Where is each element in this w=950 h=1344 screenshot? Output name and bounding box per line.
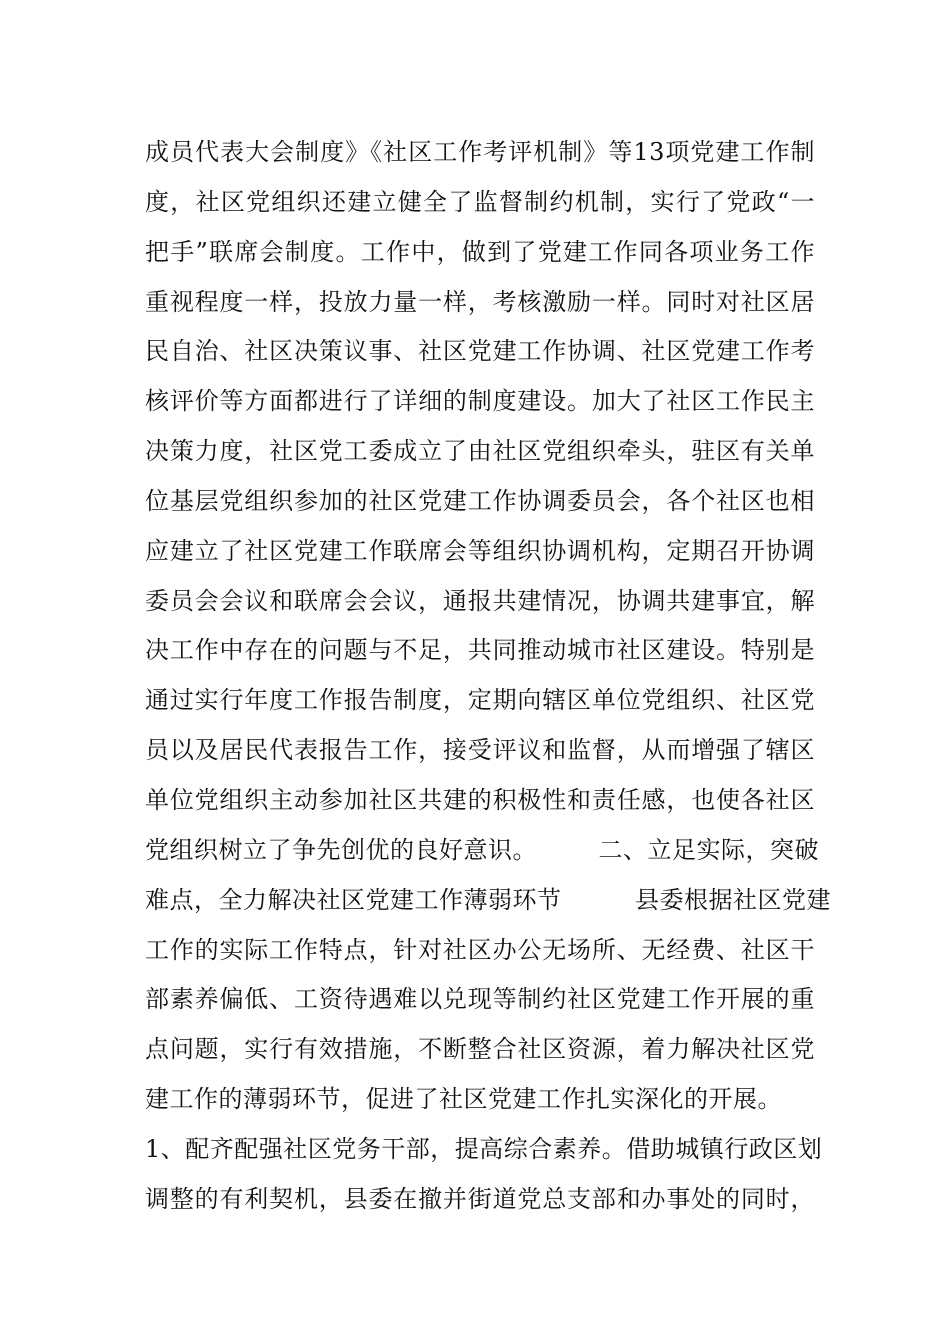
text-line: 民自治、社区决策议事、社区党建工作协调、社区党建工作考 (145, 337, 815, 366)
text-line: 建工作的薄弱环节，促进了社区党建工作扎实深化的开展。 (145, 1085, 782, 1114)
text-line: 把手”联席会制度。工作中，做到了党建工作同各项业务工作 (145, 237, 815, 266)
body-text (145, 128, 831, 1225)
text-line: 决工作中存在的问题与不足，共同推动城市社区建设。特别是 (145, 636, 815, 665)
text-line: 点问题，实行有效措施，不断整合社区资源，着力解决社区党 (145, 1035, 815, 1064)
text-line: 工作的实际工作特点，针对社区办公无场所、无经费、社区干 (145, 935, 815, 964)
text-line: 难点，全力解决社区党建工作薄弱环节 县委根据社区党建 (145, 885, 831, 914)
text-line: 员以及居民代表报告工作，接受评议和监督，从而增强了辖区 (145, 736, 815, 765)
text-line: 1、配齐配强社区党务干部，提高综合素养。借助城镇行政区划 (145, 1134, 823, 1163)
text-line: 决策力度，社区党工委成立了由社区党组织牵头，驻区有关单 (145, 437, 815, 466)
text-line: 委员会会议和联席会会议，通报共建情况，协调共建事宜，解 (145, 586, 815, 615)
text-line: 度，社区党组织还建立健全了监督制约机制，实行了党政“一 (145, 187, 815, 216)
text-line: 部素养偏低、工资待遇难以兑现等制约社区党建工作开展的重 (145, 985, 815, 1014)
text-line: 通过实行年度工作报告制度，定期向辖区单位党组织、社区党 (145, 686, 815, 715)
text-line: 成员代表大会制度》《社区工作考评机制》等13项党建工作制 (145, 138, 815, 166)
text-line: 应建立了社区党建工作联席会等组织协调机构，定期召开协调 (145, 536, 815, 565)
text-line: 核评价等方面都进行了详细的制度建设。加大了社区工作民主 (145, 387, 815, 416)
text-line: 单位党组织主动参加社区共建的积极性和责任感，也使各社区 (145, 785, 815, 814)
text-line: 党组织树立了争先创优的良好意识。 二、立足实际，突破 (145, 835, 819, 864)
text-line: 调整的有利契机，县委在撤并街道党总支部和办事处的同时， (145, 1184, 815, 1213)
text-line: 重视程度一样，投放力量一样，考核激励一样。同时对社区居 (145, 287, 815, 316)
text-line: 位基层党组织参加的社区党建工作协调委员会，各个社区也相 (145, 486, 815, 515)
